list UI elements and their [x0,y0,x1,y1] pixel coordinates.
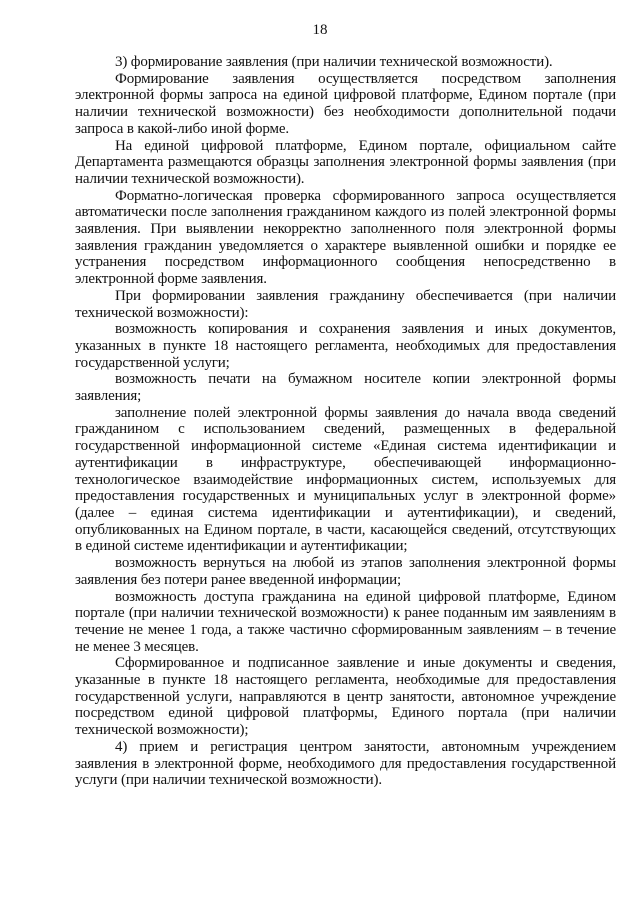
document-body [75,54,616,789]
paragraph-access-previous: возможность доступа гражданина на единой цифровой платформе, Едином портале (при наличии технической возможности) к ранее поданным им заявлениям в течение не менее 1 года, а также частично сформированным заявлениям – в течение не менее 3 месяцев. [75,588,616,655]
paragraph-print-copy: возможность печати на бумажном носителе копии электронной формы заявления; [75,371,616,405]
paragraph-citizen-provided: При формировании заявления гражданину обеспечивается (при наличии технической возможности): [75,287,616,321]
paragraph-item-4-reception: 4) прием и регистрация центром занятости, автономным учреждением заявления в электронной форме, необходимого для предоставления государственной услуги (при наличии технической возможности). [75,738,616,789]
paragraph-autofill-fields: заполнение полей электронной формы заявления до начала ввода сведений гражданином с использованием сведений, размещенных в федеральной государственной информационной системе «Единая система идентификации и аутентификации в инфраструктуре, обеспечивающей информационно-технологическое взаимодействие информационных систем, используемых для предоставления государственных и муниципальных услуг в электронной форме» (далее – единая система идентификации и аутентификации), и сведений, опубликованных на Едином портале, в части, касающейся сведений, отсутствующих в единой системе идентификации и аутентификации; [75,404,616,555]
paragraph-form-samples: На единой цифровой платформе, Едином портале, официальном сайте Департамента размещаются образцы заполнения электронной формы заявления (при наличии технической возможности). [75,137,616,187]
paragraph-forming-method: Формирование заявления осуществляется посредством заполнения электронной формы запроса на единой цифровой платформе, Едином портале (при наличии технической возможности) без необходимости дополнительной подачи запроса в какой-либо иной форме. [75,70,616,137]
paragraph-item-3-forming-application: 3) формирование заявления (при наличии технической возможности). [115,54,553,70]
paragraph-copy-save: возможность копирования и сохранения заявления и иных документов, указанных в пункте 18 настоящего регламента, необходимых для предоставления государственной услуги; [75,321,616,371]
page-number: 18 [312,22,328,38]
paragraph-format-logic-check: Форматно-логическая проверка сформированного запроса осуществляется автоматически после заполнения гражданином каждого из полей электронной формы заявления. При выявлении некорректно заполненного поля электронной формы заявления гражданин уведомляется о характере выявленной ошибки и порядке ее устранения посредством информационного сообщения непосредственно в электронной форме заявления. [75,187,616,288]
paragraph-return-to-step: возможность вернуться на любой из этапов заполнения электронной формы заявления без потери ранее введенной информации; [75,555,616,588]
paragraph-submission: Сформированное и подписанное заявление и иные документы и сведения, указанные в пункте 18 настоящего регламента, необходимые для предоставления государственной услуги, направляются в центр занятости, автономное учреждение посредством единой цифровой платформы, Единого портала (при наличии технической возможности); [75,655,616,739]
